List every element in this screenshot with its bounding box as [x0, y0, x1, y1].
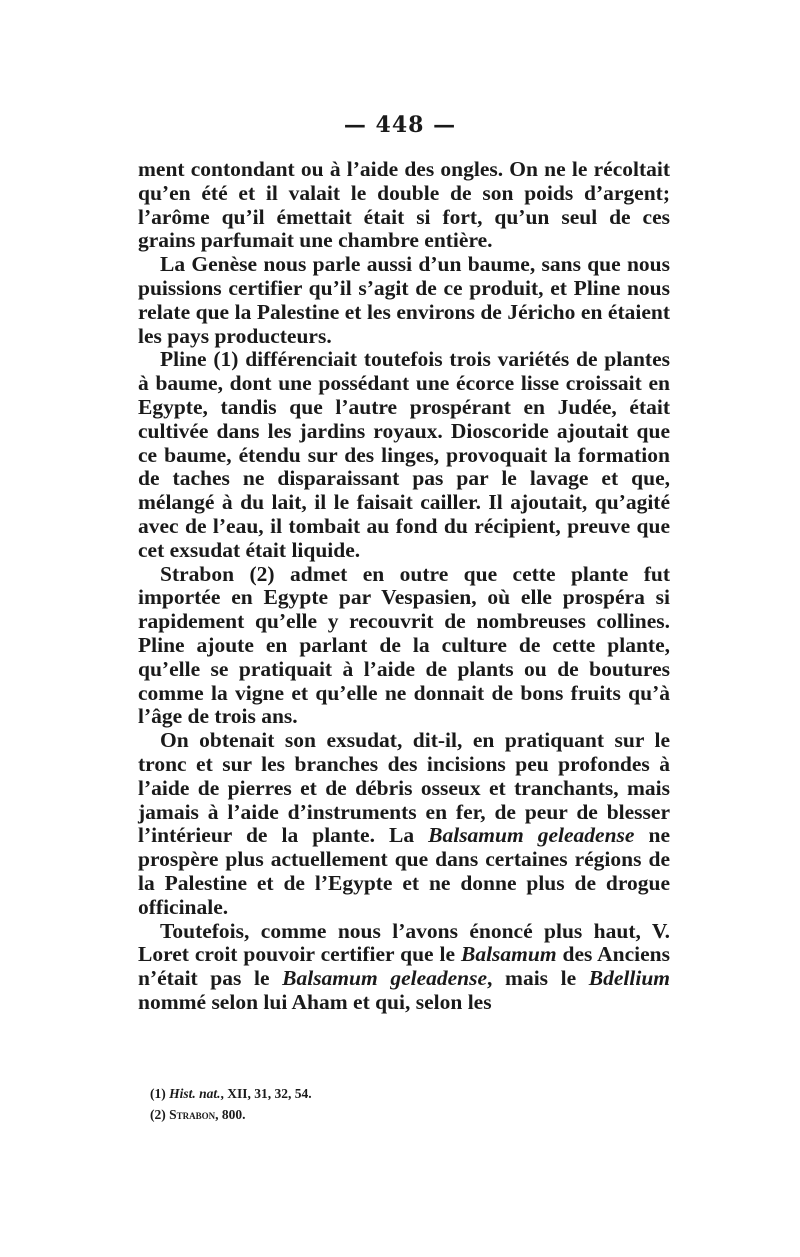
italic-text: Balsamum — [460, 942, 557, 967]
text-segment: Strabon — [169, 1107, 216, 1122]
paragraph — [138, 253, 670, 348]
text-segment: ment contondant ou à l’aide des ongles. On ne le récoltait qu’en été et il valait le double de son poids d’argent; l’arôme qu’il émettait était si fort, qu’un seul de ces grains parfumait une chambre entière. — [138, 157, 670, 253]
text-segment: Toutefois, comme nous l’avons énoncé plus haut, V. Loret croit pouvoir certifier que le — [138, 918, 670, 967]
text-segment: Strabon (2) admet en outre que cette plante fut importée en Egypte par Vespasien, où elle prospéra si rapidement qu’elle y recouvrit de nombreuses collines. Pline ajoute en parlant de la culture de cette plante, qu’elle se pratiquait à l’aide de plants ou de boutures comme la vigne et qu’elle ne donnait de bons fruits qu’à l’âge de trois ans. — [138, 561, 670, 729]
footnotes — [150, 1083, 650, 1125]
text-segment: , 800. — [215, 1107, 246, 1122]
italic-text: Balsamum geleadense — [282, 966, 488, 991]
paragraph — [138, 729, 670, 919]
text-segment: des Anciens n’était pas le — [138, 942, 670, 991]
italic-text: Hist. nat. — [169, 1086, 221, 1101]
footnote — [150, 1083, 650, 1104]
text-segment: (1) — [150, 1086, 170, 1101]
text-segment: , mais le — [487, 966, 589, 991]
text-segment: nommé selon lui Aham et qui, selon les — [138, 989, 492, 1014]
text-segment: La Genèse nous parle aussi d’un baume, sans que nous puissions certifier qu’il s’agit de ce produit, et Pline nous relate que la Palestine et les environs de Jéricho en étaient les pays producteurs. — [138, 252, 670, 348]
paragraph — [138, 920, 670, 1015]
page-number: — 448 — — [343, 112, 457, 138]
footnote — [150, 1104, 650, 1125]
text-segment: ne prospère plus actuellement que dans certaines régions de la Palestine et de l’Egypte et ne donne plus de drogue officinale. — [138, 823, 670, 919]
text-segment: Pline (1) différenciait toutefois trois variétés de plantes à baume, dont une possédant une écorce lisse croissait en Egypte, tandis que l’autre prospérant en Judée, était cultivée dans les jardins royaux. Dioscoride ajoutait que ce baume, étendu sur des linges, provoquait la formation de taches ne disparaissant pas par le lavage et que, mélangé à du lait, il le faisait cailler. Il ajoutait, qu’agité avec de l’eau, il tombait au fond du récipient, preuve que cet exsudat était liquide. — [138, 347, 670, 562]
body-text — [138, 158, 670, 1015]
italic-text: Balsamum geleadense — [428, 823, 635, 848]
paragraph — [138, 348, 670, 562]
italic-text: Bdellium — [588, 966, 670, 991]
text-segment: , XII, 31, 32, 54. — [220, 1086, 312, 1101]
paragraph — [138, 158, 670, 253]
text-segment: (2) — [150, 1107, 170, 1122]
text-segment: On obtenait son exsudat, dit-il, en pratiquant sur le tronc et sur les branches des incisions peu profondes à l’aide de pierres et de débris osseux et tranchants, mais jamais à l’aide d’instruments en fer, de peur de blesser l’intérieur de la plante. La — [138, 728, 670, 848]
paragraph — [138, 563, 670, 730]
